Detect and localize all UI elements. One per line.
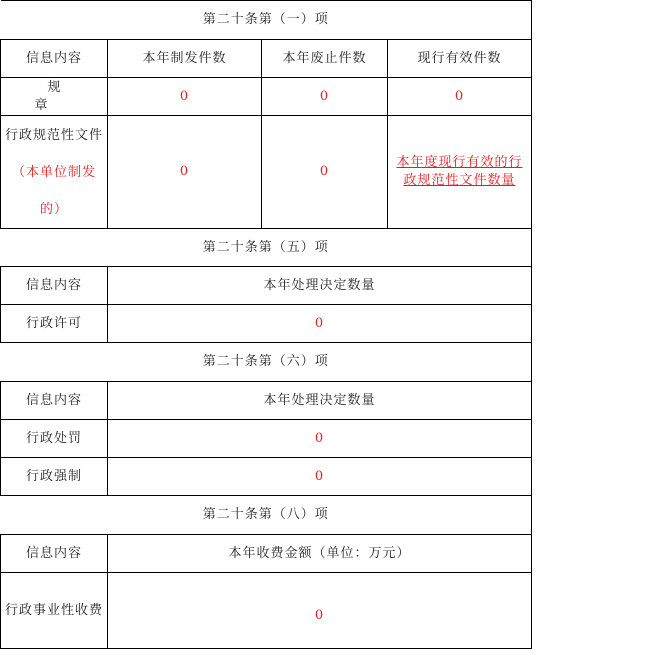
header-effective-count: 现行有效件数 [388, 40, 532, 78]
value-admin-penalty: 0 [108, 420, 532, 458]
header-issued-count: 本年制发件数 [108, 40, 262, 78]
row-label-normative-docs-main: 行政规范性文件 [5, 127, 104, 143]
value-normative-repealed: 0 [262, 116, 388, 229]
value-regulations-effective: 0 [388, 78, 532, 116]
value-admin-license: 0 [108, 305, 532, 343]
section2-header-label: 信息内容 [1, 267, 108, 305]
section4-header-value: 本年收费金额（单位：万元） [108, 535, 532, 573]
row-label-admin-fees-text: 行政事业性收费 [5, 603, 104, 618]
header-info-content: 信息内容 [1, 40, 108, 78]
section-title-2: 第二十条第（五）项 [1, 229, 532, 267]
value-normative-effective-cell [388, 116, 532, 229]
section2-header-value: 本年处理决定数量 [108, 267, 532, 305]
section3-header-label: 信息内容 [1, 382, 108, 420]
value-normative-issued: 0 [108, 116, 262, 229]
row-label-admin-enforcement: 行政强制 [1, 458, 108, 496]
section-title-4: 第二十条第（八）项 [1, 496, 532, 535]
header-repealed-count: 本年废止件数 [262, 40, 388, 78]
value-admin-enforcement: 0 [108, 458, 532, 496]
section-title-3: 第二十条第（六）项 [1, 343, 532, 382]
value-regulations-repealed: 0 [262, 78, 388, 116]
row-label-normative-docs-note: （本单位制发的） [11, 164, 96, 217]
row-label-regulations-text: 规章 [34, 79, 87, 113]
value-admin-fees: 0 [108, 573, 532, 649]
value-regulations-issued: 0 [108, 78, 262, 116]
section4-header-label: 信息内容 [1, 535, 108, 573]
normative-effective-link[interactable]: 本年度现行有效的行政规范性文件数量 [396, 155, 523, 188]
row-label-normative-docs [1, 116, 108, 229]
section3-header-value: 本年处理决定数量 [108, 382, 532, 420]
row-label-regulations [1, 78, 108, 116]
row-label-admin-fees [1, 573, 108, 649]
row-label-admin-penalty: 行政处罚 [1, 420, 108, 458]
section-title-1: 第二十条第（一）项 [1, 1, 532, 40]
row-label-admin-license: 行政许可 [1, 305, 108, 343]
